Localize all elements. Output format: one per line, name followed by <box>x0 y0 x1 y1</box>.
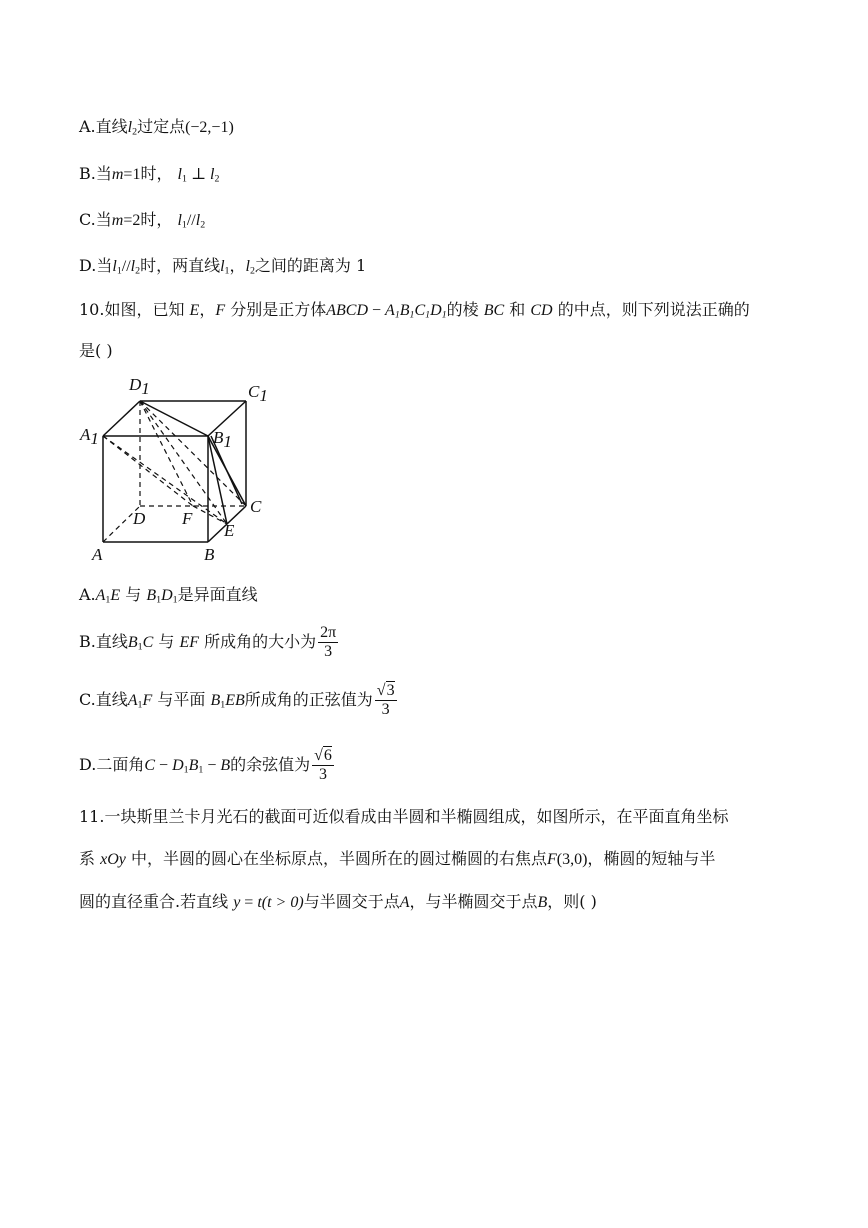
q9-option-d <box>79 255 366 278</box>
math-ef: EF <box>179 634 200 651</box>
math-xoy: xOy <box>100 851 126 868</box>
math-parallel: // <box>186 212 196 229</box>
option-a-mid: 与 <box>125 585 142 604</box>
math-point: (3,0) <box>556 851 588 868</box>
option-d-text: D.当 <box>79 256 113 275</box>
cube-figure <box>76 372 276 568</box>
math-sub: 1 <box>137 699 143 711</box>
math-sub: 1 <box>116 265 122 277</box>
label-c1: C1 <box>248 382 268 405</box>
option-c-prefix: C.直线 <box>79 690 128 709</box>
math-l: l <box>195 212 201 229</box>
q10-stem-line2 <box>79 340 113 362</box>
math-parallel: // <box>121 258 131 275</box>
option-a-mid: 过定点 <box>137 117 186 136</box>
math-a: A <box>95 587 106 604</box>
cube-vertex-labels <box>79 375 268 564</box>
math-condition: (t > 0) <box>261 894 304 911</box>
q11-text: 中，半圆的圆心在坐标原点，半圆所在的圆过椭圆的右焦点 <box>125 849 547 868</box>
option-d-mid: 时，两直线 <box>140 256 221 275</box>
math-bc: BC <box>483 302 505 319</box>
math-c: C <box>142 634 154 651</box>
math-sub: 2 <box>214 173 220 185</box>
math-perp: ⊥ <box>186 166 210 183</box>
option-c-mid: 与平面 <box>157 690 206 709</box>
math-sub: 1 <box>220 699 226 711</box>
math-b: B <box>188 757 199 774</box>
q10-option-c <box>79 680 399 721</box>
math-b: B <box>220 757 231 774</box>
q10-text: 分别是正方体 <box>225 300 327 319</box>
math-a: A <box>399 894 410 911</box>
math-y: y <box>233 894 241 911</box>
q9-option-a <box>79 116 234 139</box>
label-d: D <box>133 509 146 528</box>
math-sub: 1 <box>224 265 230 277</box>
option-a-text: A.直线 <box>79 117 128 136</box>
q10-option-d: D.二面角$C - D_1B_1 - B$的余弦值为 $\frac{√6}{3}$ <box>79 747 332 783</box>
math-sub: 1 <box>172 594 178 606</box>
math-l: l <box>210 166 215 183</box>
label-a: A <box>92 545 103 564</box>
option-c-eq: =2时， <box>123 212 173 229</box>
q11-line3 <box>79 891 597 914</box>
option-d-tail: 之间的距离为 1 <box>254 256 367 275</box>
math-abcd: ABCD <box>326 302 368 319</box>
option-c-tail: 所成角的正弦值为 <box>244 690 373 709</box>
option-c-text: C.当 <box>79 210 112 229</box>
math-eq: = <box>240 894 258 911</box>
math-l: l <box>112 258 117 275</box>
label-f: F <box>182 509 193 528</box>
q10-comma: ， <box>199 300 216 319</box>
q11-line2 <box>79 848 715 871</box>
math-b: B <box>146 587 157 604</box>
math-f: F <box>142 692 153 709</box>
option-a-tail: 是异面直线 <box>177 585 258 604</box>
math-f: F <box>546 851 557 868</box>
q10-stem-line1 <box>79 299 750 322</box>
label-b1: B1 <box>213 428 232 451</box>
math-sub: 2 <box>135 265 141 277</box>
math-a1b1c1d1: $A_1B_1C_1D_1$ <box>385 302 447 321</box>
option-d-prefix: D.二面角 <box>79 755 145 774</box>
option-b-eq: =1时， <box>123 166 173 183</box>
math-sub: 1 <box>156 594 162 606</box>
math-l: l <box>130 258 136 275</box>
option-d-tail: 的余弦值为 <box>230 755 311 774</box>
math-sub: 1 <box>137 641 143 653</box>
label-e: E <box>224 521 235 540</box>
q10-text: 10.如图，已知 <box>79 300 190 319</box>
math-b: B <box>210 692 221 709</box>
math-e: E <box>110 587 121 604</box>
q10-text: 和 <box>504 300 531 319</box>
q11-text: 圆的直径重合.若直线 <box>79 892 234 911</box>
q10-text: 的中点，则下列说法正确的 <box>552 300 750 319</box>
math-b: B <box>537 894 548 911</box>
label-b: B <box>204 545 215 564</box>
q11-line1 <box>79 806 728 828</box>
math-l: l <box>177 212 182 229</box>
math-sub: 2 <box>200 219 206 231</box>
math-m: m <box>111 166 124 183</box>
option-d-comma: ， <box>229 256 246 275</box>
math-minus: − <box>368 302 386 319</box>
q10-option-b <box>79 622 340 663</box>
label-d1: D1 <box>129 375 150 398</box>
math-point: (−2,−1) <box>185 119 234 136</box>
label-c: C <box>250 497 262 516</box>
math-d: D <box>172 757 184 774</box>
fraction-2pi-3: $\frac{2\pi}{3}$ <box>320 624 337 660</box>
math-sub: 2 <box>132 126 138 138</box>
math-sub: 1 <box>183 764 189 776</box>
q9-option-b <box>79 163 219 186</box>
math-l: l <box>220 258 225 275</box>
math-sub: 1 <box>198 764 204 776</box>
math-l: l <box>127 119 133 136</box>
q11-text: ，与半椭圆交于点 <box>409 892 538 911</box>
option-b-mid: 与 <box>158 632 175 651</box>
fraction-sqrt6-3: $\frac{√6}{3}$ <box>314 747 332 783</box>
math-e: E <box>189 302 200 319</box>
q10-text: 的棱 <box>446 300 484 319</box>
q11-text: 与半圆交于点 <box>303 892 400 911</box>
math-sub: 2 <box>249 265 255 277</box>
q11-text: ，椭圆的短轴与半 <box>587 849 716 868</box>
q9-option-c <box>79 209 205 232</box>
q10-text: 是( ) <box>79 341 113 360</box>
math-m: m <box>111 212 124 229</box>
math-d: D <box>161 587 173 604</box>
math-sub: 1 <box>105 594 111 606</box>
math-cd: CD <box>530 302 553 319</box>
math-c: C <box>144 757 156 774</box>
option-b-text: B.当 <box>79 164 112 183</box>
math-eb: EB <box>225 692 245 709</box>
math-l: l <box>177 166 182 183</box>
q11-text: 系 <box>79 849 101 868</box>
math-sub: 1 <box>181 219 187 231</box>
math-f: F <box>215 302 226 319</box>
math-t: t <box>257 894 262 911</box>
label-a1: A1 <box>80 425 99 448</box>
option-b-tail: 所成角的大小为 <box>204 632 317 651</box>
math-sub: 1 <box>182 173 187 185</box>
math-a: A <box>127 692 138 709</box>
q11-text: 11.一块斯里兰卡月光石的截面可近似看成由半圆和半椭圆组成，如图所示，在平面直角坐标 <box>79 807 729 826</box>
math-b: B <box>127 634 138 651</box>
q11-text: ，则( ) <box>547 892 597 911</box>
fraction-sqrt3-3: $\frac{√3}{3}$ <box>376 682 395 718</box>
math-l: l <box>245 258 250 275</box>
option-b-prefix: B.直线 <box>79 632 128 651</box>
q10-option-a <box>79 584 258 607</box>
option-a-prefix: A. <box>79 585 96 604</box>
